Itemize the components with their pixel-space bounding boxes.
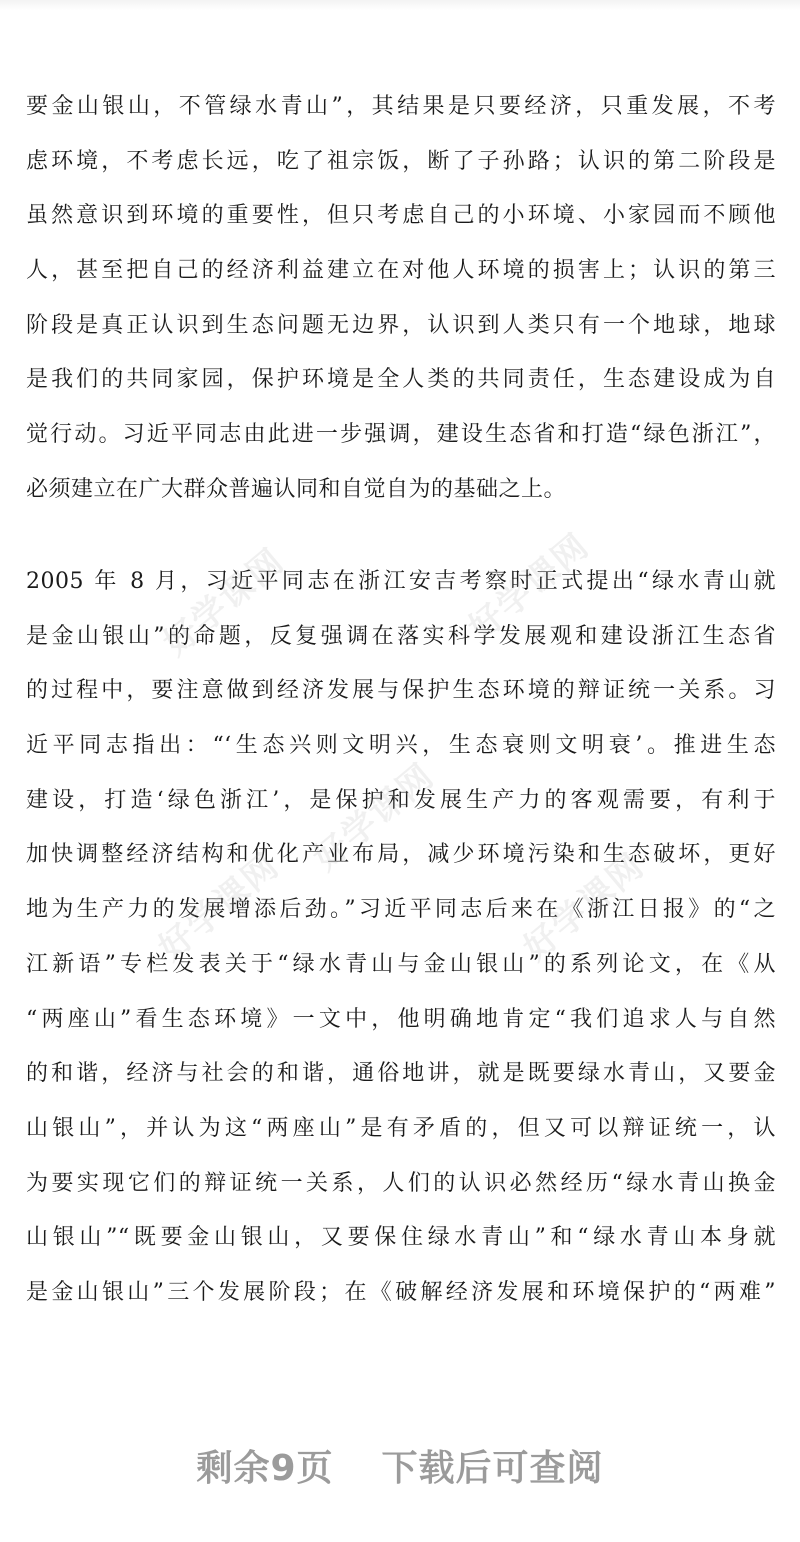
watermark: 好学课网 — [461, 525, 598, 649]
text-line: 是金山银山”三个发展阶段；在《破解经济发展和环境保护的“两难” — [26, 1279, 776, 1305]
text-line: 的和谐，经济与社会的和谐，通俗地讲，就是既要绿水青山，又要金 — [26, 1061, 776, 1087]
text-line: 山银山”，并认为这“两座山”是有矛盾的，但又可以辩证统一，认 — [26, 1115, 776, 1141]
paragraph-2 — [26, 555, 776, 1321]
text-line: 觉行动。习近平同志由此进一步强调，建设生态省和打造“绿色浙江”， — [26, 422, 776, 448]
paragraph-1 — [26, 80, 776, 518]
watermark: 好学课网 — [306, 755, 443, 879]
text-line: 阶段是真正认识到生态问题无边界，认识到人类只有一个地球，地球 — [26, 312, 776, 338]
watermark: 好学课网 — [151, 845, 288, 969]
text-line: 近平同志指出：“‘生态兴则文明兴，生态衰则文明衰’。推进生态 — [26, 733, 776, 759]
download-banner[interactable] — [0, 1440, 800, 1491]
text-line: 山银山”“既要金山银山，又要保住绿水青山”和“绿水青山本身就 — [26, 1225, 776, 1251]
text-line: 人，甚至把自己的经济利益建立在对他人环境的损害上；认识的第三 — [26, 258, 776, 284]
watermark: 好学课网 — [516, 845, 653, 969]
remaining-pages-label: 剩余9页 — [196, 1448, 334, 1489]
text-line: 地为生产力的发展增添后劲。”习近平同志后来在《浙江日报》的“之 — [26, 897, 776, 923]
text-line: 为要实现它们的辩证统一关系，人们的认识必然经历“绿水青山换金 — [26, 1170, 776, 1196]
text-line: 是金山银山”的命题，反复强调在落实科学发展观和建设浙江生态省 — [26, 623, 776, 649]
text-line: “两座山”看生态环境》一文中，他明确地肯定“我们追求人与自然 — [26, 1006, 776, 1032]
download-prompt-label: 下载后可查阅 — [381, 1448, 604, 1489]
text-line: 建设，打造‘绿色浙江’，是保护和发展生产力的客观需要，有利于 — [26, 787, 776, 813]
text-line: 虑环境，不考虑长远，吃了祖宗饭，断了子孙路；认识的第二阶段是 — [26, 148, 776, 174]
text-line: 是我们的共同家园，保护环境是全人类的共同责任，生态建设成为自 — [26, 367, 776, 393]
text-line: 的过程中，要注意做到经济发展与保护生态环境的辩证统一关系。习 — [26, 678, 776, 704]
text-line: 要金山银山，不管绿水青山”，其结果是只要经济，只重发展，不考 — [26, 94, 776, 119]
text-line: 加快调整经济结构和优化产业布局，减少环境污染和生态破坏，更好 — [26, 842, 776, 868]
text-line: 2005 年 8 月，习近平同志在浙江安吉考察时正式提出“绿水青山就 — [26, 569, 776, 594]
text-line: 江新语”专栏发表关于“绿水青山与金山银山”的系列论文，在《从 — [26, 951, 776, 977]
text-line: 必须建立在广大群众普遍认同和自觉自为的基础之上。 — [26, 476, 567, 502]
watermark: 好学课网 — [156, 540, 293, 664]
text-line: 虽然意识到环境的重要性，但只考虑自己的小环境、小家园而不顾他 — [26, 203, 776, 229]
